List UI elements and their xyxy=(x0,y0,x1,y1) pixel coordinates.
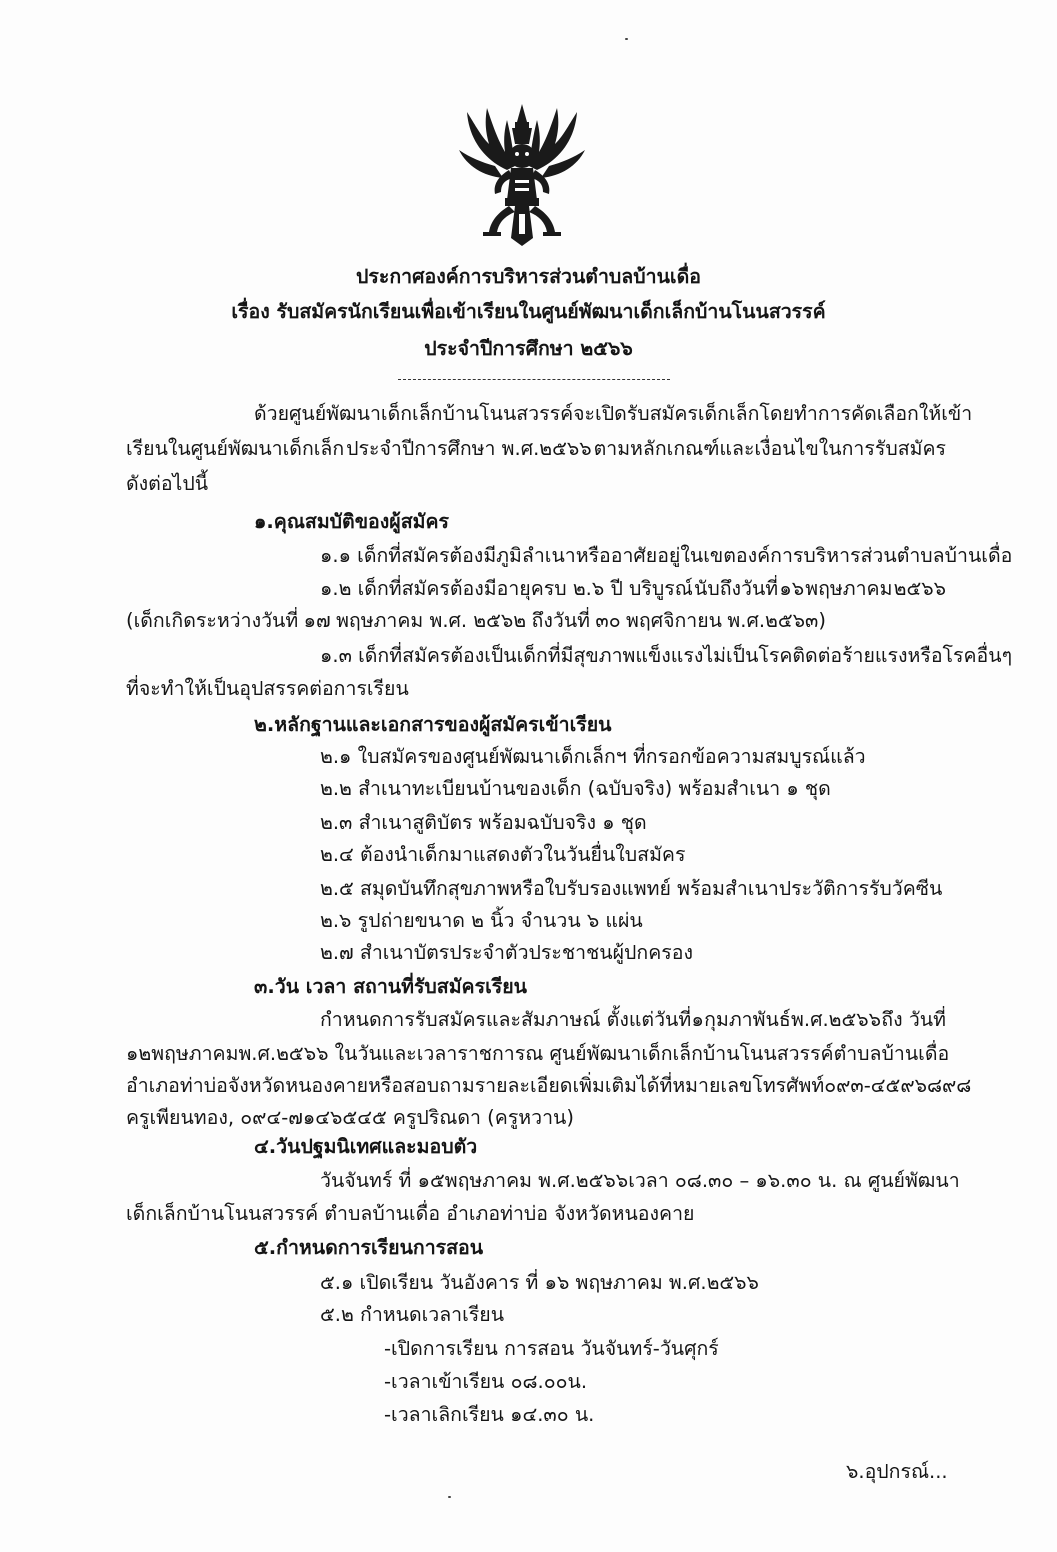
section-1-item-2: ๑.๒ เด็กที่สมัครต้องมีอายุครบ ๒.๖ ปี บริบูรณ์ นับถึงวันที่ ๑๖ พฤษภาคม ๒๕๖๖ xyxy=(320,577,946,600)
intro-line-2: เรียนในศูนย์พัฒนาเด็กเล็ก ประจำปีการศึกษา พ.ศ.๒๕๖๖ ตามหลักเกณฑ์และเงื่อนไขในการรับสมัคร xyxy=(126,437,946,460)
section-2-item-7: ๒.๗ สำเนาบัตรประจำตัวประชาชนผู้ปกครอง xyxy=(320,941,693,964)
intro-line-1: ด้วยศูนย์พัฒนาเด็กเล็กบ้านโนนสวรรค์ จะเปิดรับสมัครเด็กเล็ก โดยทำการคัดเลือกให้เข้า xyxy=(254,402,973,425)
section-5-item-2: ๕.๒ กำหนดเวลาเรียน xyxy=(320,1303,505,1326)
section-3-line-1: กำหนดการรับสมัครและสัมภาษณ์ ตั้งแต่วันที่ ๑ กุมภาพันธ์ พ.ศ.๒๕๖๖ ถึง วันที่ xyxy=(320,1008,946,1031)
section-1-item-1: ๑.๑ เด็กที่สมัครต้องมีภูมิลำเนาหรืออาศัยอยู่ในเขตองค์การบริหารส่วนตำบลบ้านเดื่อ xyxy=(320,544,1013,567)
section-1-item-2-note: (เด็กเกิดระหว่างวันที่ ๑๗ พฤษภาคม พ.ศ. ๒๕๖๒ ถึงวันที่ ๓๐ พฤศจิกายน พ.ศ.๒๕๖๓) xyxy=(126,609,826,632)
schedule-start-time: -เวลาเข้าเรียน ๐๘.๐๐น. xyxy=(384,1370,588,1393)
section-3-title: ๓.วัน เวลา สถานที่รับสมัครเรียน xyxy=(254,975,527,998)
section-2-item-2: ๒.๒ สำเนาทะเบียนบ้านของเด็ก (ฉบับจริง) พร้อมสำเนา ๑ ชุด xyxy=(320,777,831,800)
section-4-line-2: เด็กเล็กบ้านโนนสวรรค์ ตำบลบ้านเดื่อ อำเภอท่าบ่อ จังหวัดหนองคาย xyxy=(126,1202,695,1225)
garuda-emblem-icon xyxy=(455,100,590,250)
next-page-marker: ๖.อุปกรณ์... xyxy=(846,1460,948,1483)
section-2-item-6: ๒.๖ รูปถ่ายขนาด ๒ นิ้ว จำนวน ๖ แผ่น xyxy=(320,909,643,932)
section-3-line-3: อำเภอท่าบ่อ จังหวัดหนองคาย หรือสอบถามรายละเอียดเพิ่มเติมได้ที่ หมายเลขโทรศัพท์ ๐๙๓-๔๕๙๖๘๙๘ xyxy=(126,1074,972,1097)
section-5-title: ๕.กำหนดการเรียนการสอน xyxy=(254,1236,484,1259)
section-4-line-1: วันจันทร์ ที่ ๑๕ พฤษภาคม พ.ศ.๒๕๖๖ เวลา ๐๘.๓๐ – ๑๖.๓๐ น. ณ ศูนย์พัฒนา xyxy=(320,1169,960,1192)
section-2-item-5: ๒.๕ สมุดบันทึกสุขภาพหรือใบรับรองแพทย์ พร้อมสำเนาประวัติการรับวัคซีน xyxy=(320,877,943,900)
scan-speck xyxy=(625,38,628,40)
scan-speck xyxy=(448,1496,451,1498)
announcement-year: ประจำปีการศึกษา ๒๕๖๖ xyxy=(424,337,633,360)
intro-line-3: ดังต่อไปนี้ xyxy=(126,472,209,495)
section-1-item-3: ๑.๓ เด็กที่สมัครต้องเป็นเด็กที่มีสุขภาพแข็งแรง ไม่เป็นโรคติดต่อร้ายแรงหรือโรคอื่น ๆ xyxy=(320,644,1013,667)
announcement-subject: เรื่อง รับสมัครนักเรียนเพื่อเข้าเรียนในศูนย์พัฒนาเด็กเล็กบ้านโนนสวรรค์ xyxy=(231,300,826,323)
section-2-item-3: ๒.๓ สำเนาสูติบัตร พร้อมฉบับจริง ๑ ชุด xyxy=(320,811,647,834)
section-1-title: ๑.คุณสมบัติของผู้สมัคร xyxy=(254,510,449,533)
section-3-line-4: ครูเพียนทอง, ๐๙๔-๗๑๔๖๕๔๕ ครูปริณดา (ครูหวาน) xyxy=(126,1106,574,1129)
section-2-title: ๒.หลักฐานและเอกสารของผู้สมัครเข้าเรียน xyxy=(254,713,612,736)
schedule-end-time: -เวลาเลิกเรียน ๑๔.๓๐ น. xyxy=(384,1403,595,1426)
schedule-days: -เปิดการเรียน การสอน วันจันทร์-วันศุกร์ xyxy=(384,1337,719,1360)
section-1-item-3-cont: ที่จะทำให้เป็นอุปสรรคต่อการเรียน xyxy=(126,677,409,700)
header-divider xyxy=(398,379,670,380)
section-5-item-1: ๕.๑ เปิดเรียน วันอังคาร ที่ ๑๖ พฤษภาคม พ.ศ.๒๕๖๖ xyxy=(320,1271,759,1294)
section-2-item-4: ๒.๔ ต้องนำเด็กมาแสดงตัวในวันยื่นใบสมัคร xyxy=(320,843,686,866)
section-3-line-2: ๑๒ พฤษภาคม พ.ศ.๒๕๖๖ ในวันและเวลา ราชการ ณ ศูนย์พัฒนาเด็กเล็กบ้านโนนสวรรค์ ตำบลบ้านเดื่อ xyxy=(126,1042,950,1065)
section-2-item-1: ๒.๑ ใบสมัครของศูนย์พัฒนาเด็กเล็กฯ ที่กรอกข้อความสมบูรณ์แล้ว xyxy=(320,745,866,768)
announcement-org-title: ประกาศองค์การบริหารส่วนตำบลบ้านเดื่อ xyxy=(356,265,701,288)
section-4-title: ๔.วันปฐมนิเทศและมอบตัว xyxy=(254,1135,478,1158)
